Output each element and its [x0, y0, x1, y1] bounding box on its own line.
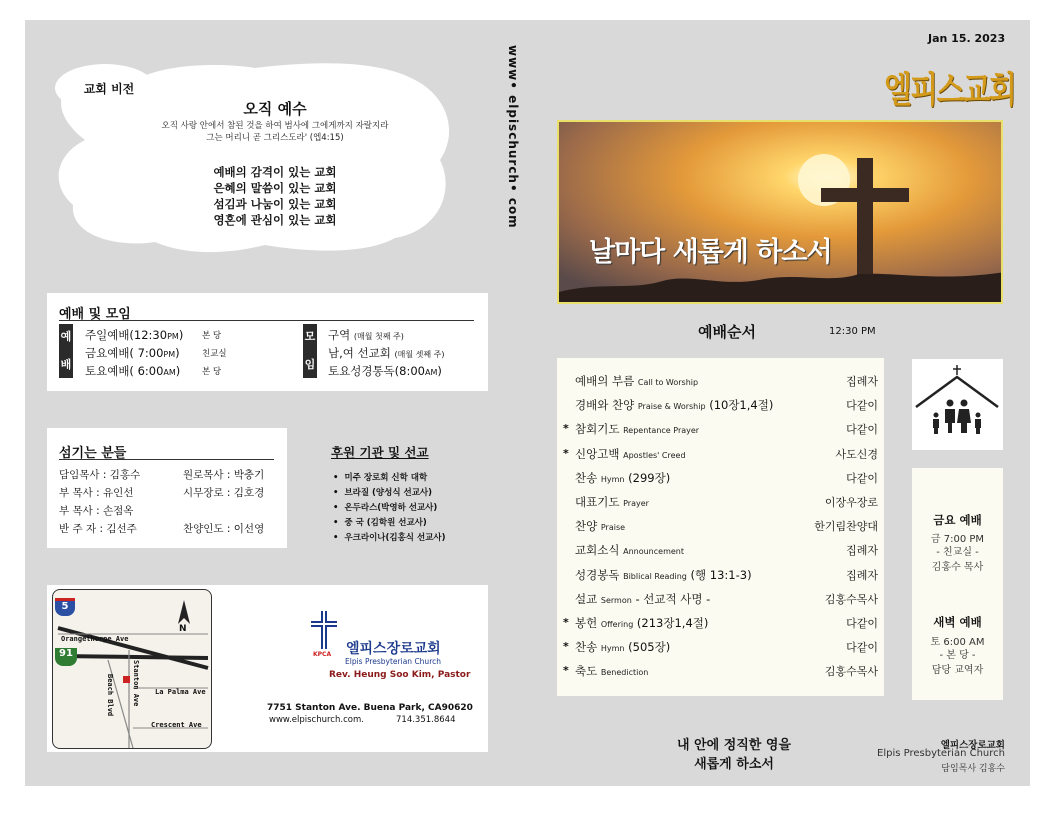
- item-extra: (행 13:1-3): [690, 567, 752, 582]
- location-map[interactable]: [52, 589, 212, 749]
- item-en: Hymn: [600, 474, 625, 484]
- item-leader: 집례자: [846, 568, 878, 582]
- worship-place: 본 당: [202, 331, 222, 341]
- street-label: Crescent Ave: [151, 721, 202, 729]
- vision-line: 섬김과 나눔이 있는 교회: [213, 197, 337, 211]
- bulletin-date: Jan 15. 2023: [928, 32, 1006, 45]
- row-name: 토요성경통독(8:00: [328, 364, 425, 378]
- item-en: Call to Worship: [637, 378, 699, 387]
- order-row: [557, 541, 884, 561]
- row-name: 남,여 선교회: [328, 346, 391, 360]
- row-ampm: PM: [167, 332, 179, 341]
- order-item: [575, 397, 773, 413]
- sunset-cross-image: [559, 122, 1003, 304]
- row-end: ): [175, 346, 180, 360]
- mission-item: • 온두라스(박영하 선교사): [333, 501, 437, 513]
- divider: [59, 459, 274, 460]
- order-row: [557, 517, 884, 537]
- order-row: [557, 662, 884, 682]
- cross-banner-image: [557, 120, 1003, 304]
- item-ko: 찬양: [575, 519, 598, 534]
- worship-place: 친교실: [202, 349, 227, 359]
- worship-row: [85, 345, 180, 361]
- order-item: [575, 470, 670, 486]
- item-ko: 예배의 부름: [575, 374, 635, 388]
- item-leader: 김홍수목사: [824, 665, 878, 679]
- footer-church-ko: 엘피스장로교회: [940, 740, 1005, 751]
- verse-line: 오직 사랑 안에서 참된 것을 하여 범사에 그에게까지 자랄지라: [161, 121, 389, 131]
- pastor-name: Rev. Heung Soo Kim, Pastor: [329, 670, 471, 680]
- highway-91-shield: 91: [55, 648, 77, 666]
- prayer-line: 새롭게 하소서: [694, 757, 774, 772]
- item-en: Biblical Reading: [623, 571, 687, 581]
- worship-box: [47, 293, 488, 391]
- kpca-cross-icon: [309, 609, 339, 659]
- serve-row: 찬양인도 : 이선영: [183, 523, 265, 535]
- item-en: Announcement: [623, 547, 684, 557]
- item-leader: 다같이: [846, 617, 878, 630]
- vision-line: 영혼에 관심이 있는 교회: [213, 213, 337, 227]
- row-name: 주일예배(12:30: [85, 328, 168, 342]
- item-extra: (505장): [628, 640, 671, 655]
- item-leader: 다같이: [846, 641, 878, 655]
- item-ko: 경배와 찬양: [575, 398, 635, 413]
- mission-item: • 중 국 (김학원 선교사): [333, 516, 427, 528]
- footer-pastor: 담임목사 김홍수: [941, 764, 1005, 774]
- row-ampm: AM: [424, 368, 438, 377]
- item-en: Prayer: [623, 499, 649, 508]
- row-ampm: PM: [163, 350, 176, 359]
- meeting-row: [328, 363, 442, 379]
- item-ko: 대표기도: [575, 495, 620, 509]
- serve-row: 반 주 자 : 김선주: [59, 523, 137, 535]
- item-leader: 다같이: [846, 471, 878, 485]
- service-schedule: [912, 468, 1003, 700]
- order-row: [557, 372, 884, 392]
- dawn-title: 새벽 예배: [933, 615, 982, 629]
- serve-row: 부 목사 : 손점옥: [59, 505, 134, 517]
- order-item: [575, 421, 699, 437]
- item-ko: 봉헌: [575, 616, 598, 630]
- footer-church-en: Elpis Presbyterian Church: [877, 748, 1005, 759]
- family-church-icon: [912, 359, 1003, 450]
- row-end: ): [178, 328, 184, 342]
- vision-lines: [195, 164, 355, 228]
- mission-item: • 미주 장로회 신학 대학: [333, 471, 427, 483]
- item-ko: 축도: [575, 664, 598, 679]
- row-name: 금요예배( 7:00: [85, 346, 164, 360]
- dawn-place: - 본 당 -: [939, 650, 976, 661]
- order-row: [557, 420, 884, 440]
- item-ko: 찬송: [575, 470, 598, 485]
- dawn-leader: 담당 교역자: [931, 665, 984, 676]
- church-name-en: Elpis Presbyterian Church: [345, 657, 441, 666]
- worship-row: [85, 327, 183, 343]
- row-end: ): [437, 364, 442, 378]
- standing-mark: *: [563, 446, 569, 460]
- verse-line: 그는 머리니 곧 그리스도라' (엡4:15): [206, 133, 344, 143]
- item-en: Apostles' Creed: [623, 450, 686, 460]
- friday-place: - 친교실 -: [936, 547, 979, 558]
- item-leader: 한기림찬양대: [814, 520, 878, 534]
- worship-title: 예배 및 모임: [59, 307, 131, 322]
- church-address: 7751 Stanton Ave. Buena Park, CA90620: [267, 703, 473, 713]
- order-time: 12:30 PM: [829, 326, 876, 337]
- vision-title: 오직 예수: [243, 100, 307, 118]
- order-row: [557, 614, 884, 634]
- item-en: Benediction: [600, 668, 649, 678]
- standing-mark: *: [563, 422, 569, 436]
- item-leader: 다같이: [846, 399, 878, 413]
- street-label: Beach Blvd: [106, 674, 114, 717]
- tag-char: 예: [60, 330, 72, 343]
- banner-text: 날마다 새롭게 하소서: [589, 237, 832, 268]
- item-en: Sermon: [600, 595, 632, 605]
- item-extra: - 선교적 사명 -: [635, 591, 711, 606]
- row-ampm: AM: [163, 368, 176, 377]
- serve-box: [47, 428, 287, 548]
- item-en: Hymn: [600, 644, 625, 654]
- kpca-label: KPCA: [313, 651, 332, 658]
- item-extra: (10장1,4절): [709, 398, 774, 413]
- item-en: Praise: [600, 523, 626, 533]
- vision-line: 예배의 감격이 있는 교회: [213, 165, 337, 179]
- item-ko: 참회기도: [575, 422, 620, 437]
- worship-row: [85, 363, 180, 379]
- item-ko: 설교: [575, 591, 598, 606]
- order-item: [575, 542, 684, 558]
- item-leader: 집례자: [846, 544, 878, 558]
- standing-mark: *: [563, 664, 569, 678]
- worship-tag: [59, 324, 73, 378]
- order-row: [557, 445, 884, 465]
- missions-title: 후원 기관 및 선교: [331, 445, 429, 460]
- row-note: (매월 첫째 주): [353, 332, 404, 341]
- order-item: [575, 591, 710, 607]
- item-ko: 찬송: [575, 640, 598, 655]
- order-item: [575, 446, 686, 462]
- item-leader: 김홍수목사: [824, 592, 878, 606]
- order-row: [557, 590, 884, 610]
- friday-leader: 김홍수 목사: [931, 562, 984, 573]
- item-leader: 집례자: [846, 375, 878, 388]
- order-row: [557, 566, 884, 586]
- item-ko: 성경봉독: [575, 567, 620, 582]
- order-item: [575, 639, 670, 655]
- vision-cloud: [45, 60, 455, 260]
- friday-time: 금 7:00 PM: [930, 534, 985, 545]
- vision-verse: [135, 120, 415, 144]
- serve-row: 원로목사 : 박충기: [183, 469, 265, 481]
- dawn-time: 토 6:00 AM: [930, 637, 985, 648]
- item-leader: 다같이: [846, 423, 878, 437]
- serve-row: 담임목사 : 김홍수: [59, 469, 141, 481]
- meeting-tag: [303, 324, 317, 378]
- row-name: 토요예배( 6:00: [85, 364, 164, 378]
- street-label: Stanton Ave: [132, 660, 140, 707]
- serve-row: 시무장로 : 김호경: [183, 487, 265, 499]
- vision-label: 교회 비전: [83, 81, 135, 96]
- order-item: [575, 518, 625, 534]
- item-extra: (299장): [628, 470, 671, 485]
- vision-line: 은혜의 말씀이 있는 교회: [213, 181, 337, 195]
- row-name: 구역: [328, 328, 351, 342]
- item-ko: 신앙고백: [575, 446, 620, 461]
- standing-mark: *: [563, 640, 569, 654]
- order-item: [575, 615, 708, 631]
- meeting-row: [328, 345, 444, 361]
- church-brand-logo: 엘피스교회: [884, 70, 1016, 111]
- street-label: Orangethorpe Ave: [61, 635, 129, 643]
- item-en: Praise & Worship: [637, 402, 706, 412]
- prayer-line: 내 안에 정직한 영을: [676, 738, 792, 753]
- item-leader: 이장우장로: [824, 496, 878, 509]
- mission-item: • 브라질 (양성식 선교사): [333, 486, 432, 498]
- north-arrow-label: N: [179, 624, 187, 634]
- order-row: [557, 638, 884, 658]
- closing-prayer: [634, 736, 834, 774]
- church-name-ko: 엘피스장로교회: [346, 641, 441, 657]
- tag-char: 임: [304, 358, 316, 371]
- item-leader: 사도신경: [835, 447, 878, 461]
- order-item: [575, 373, 698, 389]
- order-row: [557, 469, 884, 489]
- row-end: ): [175, 364, 181, 378]
- church-phone[interactable]: 714.351.8644: [396, 715, 456, 725]
- order-row: [557, 493, 884, 513]
- order-item: [575, 663, 648, 679]
- tag-char: 배: [60, 358, 72, 371]
- website-vertical: www• elpischurch• com: [506, 45, 520, 229]
- order-of-worship: [557, 358, 884, 696]
- item-en: Offering: [600, 620, 634, 629]
- highway-5-shield: 5: [55, 598, 75, 616]
- standing-mark: *: [563, 616, 569, 629]
- street-label: La Palma Ave: [155, 688, 206, 696]
- church-card: [47, 585, 488, 752]
- item-extra: (213장1,4절): [636, 616, 709, 630]
- divider: [59, 320, 474, 321]
- tag-char: 모: [304, 330, 316, 343]
- item-en: Repentance Prayer: [623, 426, 700, 436]
- order-item: [575, 494, 649, 510]
- worship-place: 본 당: [202, 367, 222, 377]
- order-title: 예배순서: [698, 323, 756, 341]
- order-item: [575, 567, 752, 583]
- item-ko: 교회소식: [575, 543, 620, 558]
- order-row: [557, 396, 884, 416]
- row-note: (매월 셋째 주): [394, 350, 445, 359]
- meeting-row: [328, 327, 404, 343]
- serve-title: 섬기는 분들: [59, 446, 127, 461]
- friday-title: 금요 예배: [933, 513, 982, 527]
- serve-row: 부 목사 : 유인선: [59, 487, 134, 499]
- church-website[interactable]: www.elpischurch.com.: [269, 715, 364, 725]
- mission-item: • 우크라이나(김홍식 선교사): [333, 531, 446, 543]
